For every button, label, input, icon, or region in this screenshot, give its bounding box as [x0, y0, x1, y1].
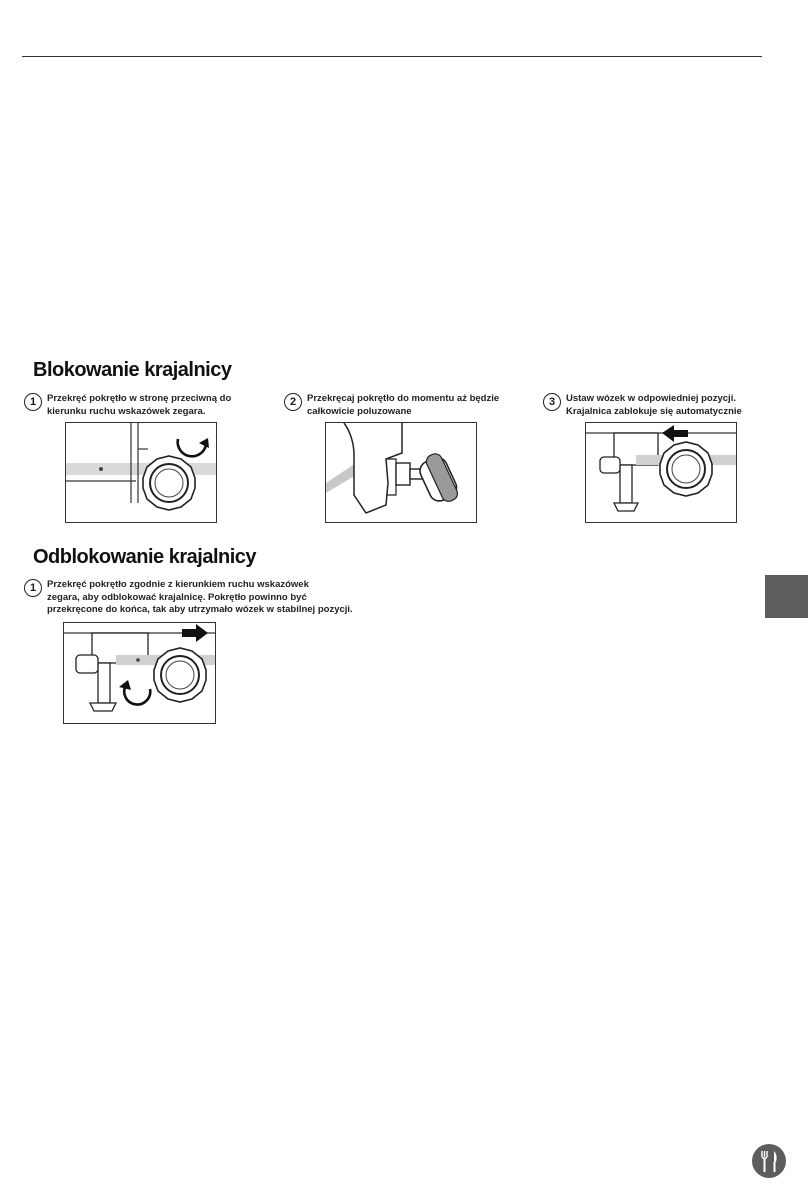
arrow-left-icon	[662, 425, 688, 442]
section-tab-marker	[765, 575, 808, 618]
unlock-step-1	[24, 579, 354, 619]
step-text: Przekręć pokrętło w stronę przeciwną do kierunku ruchu wskazówek zegara.	[47, 393, 232, 417]
rotate-clockwise-arrow-icon	[119, 680, 150, 705]
lock-step-2-illustration	[325, 422, 477, 523]
step-text: Ustaw wózek w odpowiedniej pozycji. Krajalnica zablokuje się automatycznie	[566, 393, 742, 417]
step-text: Przekręcaj pokrętło do momentu aż będzie całkowicie poluzowane	[307, 393, 500, 417]
lock-step-1	[24, 393, 264, 421]
step-number: 3	[543, 393, 561, 411]
lock-step-2	[284, 393, 524, 421]
fork-knife-icon	[752, 1144, 786, 1178]
step-text: Przekręć pokrętło zgodnie z kierunkiem ruchu wskazówek zegara, aby odblokować krajalnicę. Pokrętło powinno być przekręcone do końca, tak aby utrzymało wózek w stabilnej pozycji.	[47, 579, 353, 615]
unlock-step-1-illustration	[63, 622, 216, 724]
step-number: 1	[24, 393, 42, 411]
step-number: 1	[24, 579, 42, 597]
lock-step-3-illustration	[585, 422, 737, 523]
lock-step-3	[543, 393, 783, 421]
arrow-right-icon	[182, 624, 208, 642]
section-title-unlock: Odblokowanie krajalnicy	[33, 546, 257, 568]
section-title-lock: Blokowanie krajalnicy	[33, 359, 232, 381]
step-number: 2	[284, 393, 302, 411]
rotate-counterclockwise-arrow-icon	[178, 438, 209, 456]
top-divider	[22, 56, 762, 57]
lock-step-1-illustration	[65, 422, 217, 523]
